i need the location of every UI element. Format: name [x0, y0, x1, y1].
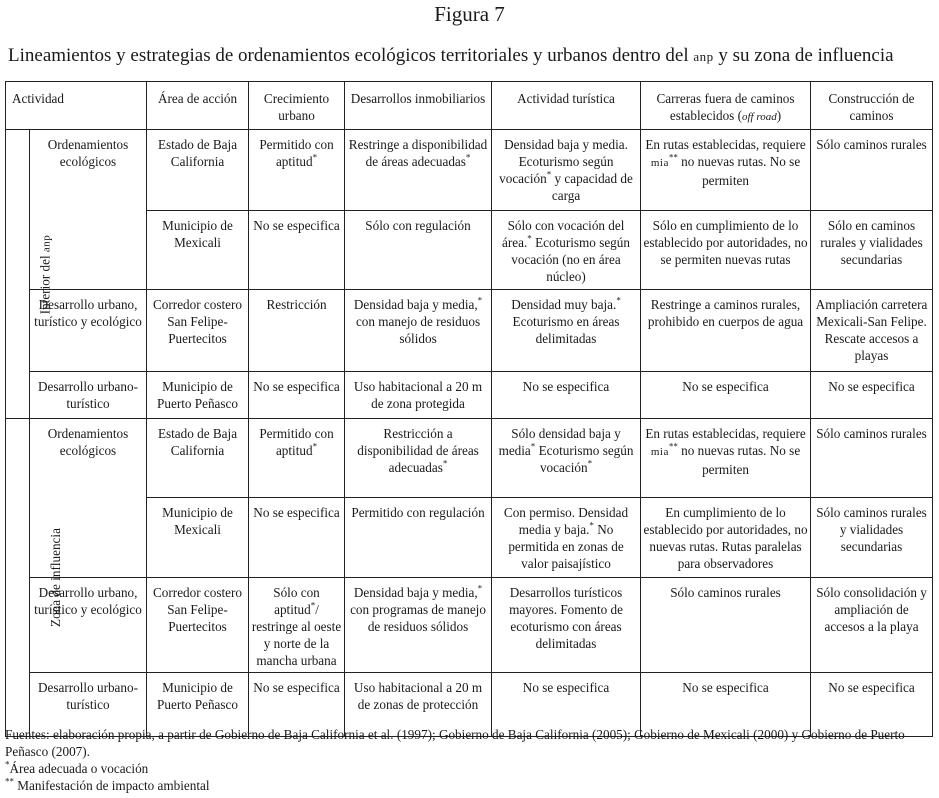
footnote-2-text: Manifestación de impacto ambiental	[14, 778, 210, 793]
interior-r2-crecimiento: No se especifica	[249, 211, 345, 290]
strategies-table	[5, 81, 933, 737]
influencia-actividad-ordenamientos: Ordenamientos ecológicos	[30, 419, 147, 578]
interior-r4-carreras: No se especifica	[641, 372, 811, 419]
header-crecimiento: Crecimiento urbano	[249, 82, 345, 130]
footnote-mark: *	[310, 600, 316, 611]
interior-r3-area: Corredor costero San Felipe-Puertecitos	[147, 290, 249, 372]
footnote-mark: **	[668, 441, 678, 452]
interior-r4-caminos: No se especifica	[811, 372, 933, 419]
influencia-row-1	[6, 419, 933, 498]
interior-r1-crecimiento: Permitido con aptitud*	[249, 130, 345, 211]
header-carreras	[641, 82, 811, 130]
footnote-mark: *	[587, 458, 593, 469]
figure-subtitle	[8, 45, 933, 67]
footnote-2	[5, 777, 933, 794]
influencia-r1-desarrollos: Restricción a disponibilidad de áreas adecuadas*	[345, 419, 492, 498]
influencia-row-3	[6, 578, 933, 673]
footnote-mark: *	[477, 583, 483, 594]
zone-interior-label: Interior del anp	[37, 234, 53, 314]
footnote-1	[5, 760, 933, 777]
footnote-mark: *	[527, 233, 532, 244]
influencia-r3-carreras: Sólo caminos rurales	[641, 578, 811, 673]
header-actividad: Actividad	[6, 82, 147, 130]
influencia-r4-caminos: No se especifica	[811, 673, 933, 737]
interior-r4-turistica: No se especifica	[492, 372, 641, 419]
influencia-r4-actividad: Desarrollo urbano-turístico	[30, 673, 147, 737]
footnote-mark: *	[312, 152, 318, 163]
footnote-mark: *	[589, 520, 594, 531]
interior-r4-actividad: Desarrollo urbano-turístico	[30, 372, 147, 419]
footnote-mark: *	[442, 458, 448, 469]
interior-r3-actividad: Desarrollo urbano, turístico y ecológico	[30, 290, 147, 372]
footnote-mark: **	[668, 152, 678, 163]
influencia-r3-area: Corredor costero San Felipe-Puertecitos	[147, 578, 249, 673]
interior-row-3	[6, 290, 933, 372]
interior-r4-crecimiento: No se especifica	[249, 372, 345, 419]
footnote-2-mark: **	[5, 776, 14, 787]
zone-interior	[6, 130, 53, 419]
header-desarrollos: Desarrollos inmobiliarios	[345, 82, 492, 130]
footnote-mark: *	[546, 169, 552, 180]
header-carreras-pre: Carreras fuera de caminos establecidos (	[656, 91, 795, 123]
interior-actividad-ordenamientos: Ordenamientos ecológicos	[30, 130, 147, 290]
influencia-r2-area: Municipio de Mexicali	[147, 498, 249, 578]
interior-r1-caminos: Sólo caminos rurales	[811, 130, 933, 211]
footnote-1-mark: *	[5, 759, 10, 770]
influencia-r1-caminos: Sólo caminos rurales	[811, 419, 933, 498]
interior-r2-desarrollos: Sólo con regulación	[345, 211, 492, 290]
interior-r3-carreras: Restringe a caminos rurales, prohibido en cuerpos de agua	[641, 290, 811, 372]
interior-r3-crecimiento: Restricción	[249, 290, 345, 372]
interior-row-1	[6, 130, 933, 211]
influencia-r3-actividad: Desarrollo urbano, turístico y ecológico	[30, 578, 147, 673]
interior-r4-desarrollos: Uso habitacional a 20 m de zona protegida	[345, 372, 492, 419]
interior-r1-area: Estado de Baja California	[147, 130, 249, 211]
influencia-r4-carreras: No se especifica	[641, 673, 811, 737]
footnote-mark: *	[616, 295, 621, 306]
influencia-r4-desarrollos: Uso habitacional a 20 m de zonas de protección	[345, 673, 492, 737]
footnote-mark: *	[530, 441, 536, 452]
header-row	[6, 82, 933, 130]
influencia-r3-turistica: Desarrollos turísticos mayores. Fomento de ecoturismo con áreas delimitadas	[492, 578, 641, 673]
influencia-r1-crecimiento: Permitido con aptitud*	[249, 419, 345, 498]
header-turistica: Actividad turística	[492, 82, 641, 130]
interior-r1-desarrollos: Restringe a disponibilidad de áreas adecuadas*	[345, 130, 492, 211]
footnote-1-text: Área adecuada o vocación	[9, 761, 149, 776]
influencia-r1-carreras: En rutas establecidas, requiere mia** no nuevas rutas. No se permiten	[641, 419, 811, 498]
influencia-r2-carreras: En cumplimiento de lo establecido por autoridades, no nuevas rutas. Rutas paralelas para observadores	[641, 498, 811, 578]
influencia-r1-turistica: Sólo densidad baja y media* Ecoturismo según vocación*	[492, 419, 641, 498]
interior-r1-carreras: En rutas establecidas, requiere mia** no nuevas rutas. No se permiten	[641, 130, 811, 211]
influencia-r4-turistica: No se especifica	[492, 673, 641, 737]
footnotes	[5, 726, 933, 794]
footnote-sources: Fuentes: elaboración propia, a partir de Gobierno de Baja California et al. (1997); Gobierno de Baja California (2005); Gobierno de Mexicali (2000) y Gobierno de Puerto Peñasco (2007).	[5, 727, 905, 759]
header-caminos: Construcción de caminos	[811, 82, 933, 130]
subtitle-abbr: anp	[693, 49, 714, 64]
footnote-mark: *	[465, 152, 471, 163]
interior-r4-area: Municipio de Puerto Peñasco	[147, 372, 249, 419]
influencia-r2-turistica: Con permiso. Densidad media y baja.* No permitida en zonas de valor paisajístico	[492, 498, 641, 578]
subtitle-pre: Lineamientos y estrategias de ordenamientos ecológicos territoriales y urbanos dentro del	[8, 45, 694, 66]
figure-title: Figura 7	[434, 2, 505, 26]
subtitle-post: y su zona de influencia	[713, 45, 894, 66]
header-carreras-offroad: off road	[742, 111, 777, 123]
influencia-r3-desarrollos: Densidad baja y media,* con programas de manejo de residuos sólidos	[345, 578, 492, 673]
interior-r1-turistica: Densidad baja y media. Ecoturismo según vocación* y capacidad de carga	[492, 130, 641, 211]
interior-r3-turistica: Densidad muy baja.* Ecoturismo en áreas delimitadas	[492, 290, 641, 372]
influencia-r4-crecimiento: No se especifica	[249, 673, 345, 737]
influencia-r2-desarrollos: Permitido con regulación	[345, 498, 492, 578]
influencia-r3-caminos: Sólo consolidación y ampliación de accesos a la playa	[811, 578, 933, 673]
influencia-r2-crecimiento: No se especifica	[249, 498, 345, 578]
influencia-r1-area: Estado de Baja California	[147, 419, 249, 498]
interior-r3-desarrollos: Densidad baja y media,* con manejo de residuos sólidos	[345, 290, 492, 372]
influencia-r3-crecimiento: Sólo con aptitud*/ restringe al oeste y norte de la mancha urbana	[249, 578, 345, 673]
footnote-mark: *	[477, 295, 483, 306]
interior-r2-area: Municipio de Mexicali	[147, 211, 249, 290]
interior-row-4	[6, 372, 933, 419]
zone-influencia-label: Zona de influencia	[47, 528, 63, 627]
header-carreras-post: )	[776, 108, 782, 123]
interior-r2-turistica: Sólo con vocación del área.* Ecoturismo según vocación (no en área núcleo)	[492, 211, 641, 290]
footnote-mark: *	[312, 441, 318, 452]
influencia-r4-area: Municipio de Puerto Peñasco	[147, 673, 249, 737]
header-area: Área de acción	[147, 82, 249, 130]
interior-r2-carreras: Sólo en cumplimiento de lo establecido por autoridades, no se permiten nuevas rutas	[641, 211, 811, 290]
influencia-r2-caminos: Sólo caminos rurales y vialidades secundarias	[811, 498, 933, 578]
interior-r3-caminos: Ampliación carretera Mexicali-San Felipe. Rescate accesos a playas	[811, 290, 933, 372]
zone-influencia	[6, 419, 63, 737]
interior-r2-caminos: Sólo en caminos rurales y vialidades secundarias	[811, 211, 933, 290]
